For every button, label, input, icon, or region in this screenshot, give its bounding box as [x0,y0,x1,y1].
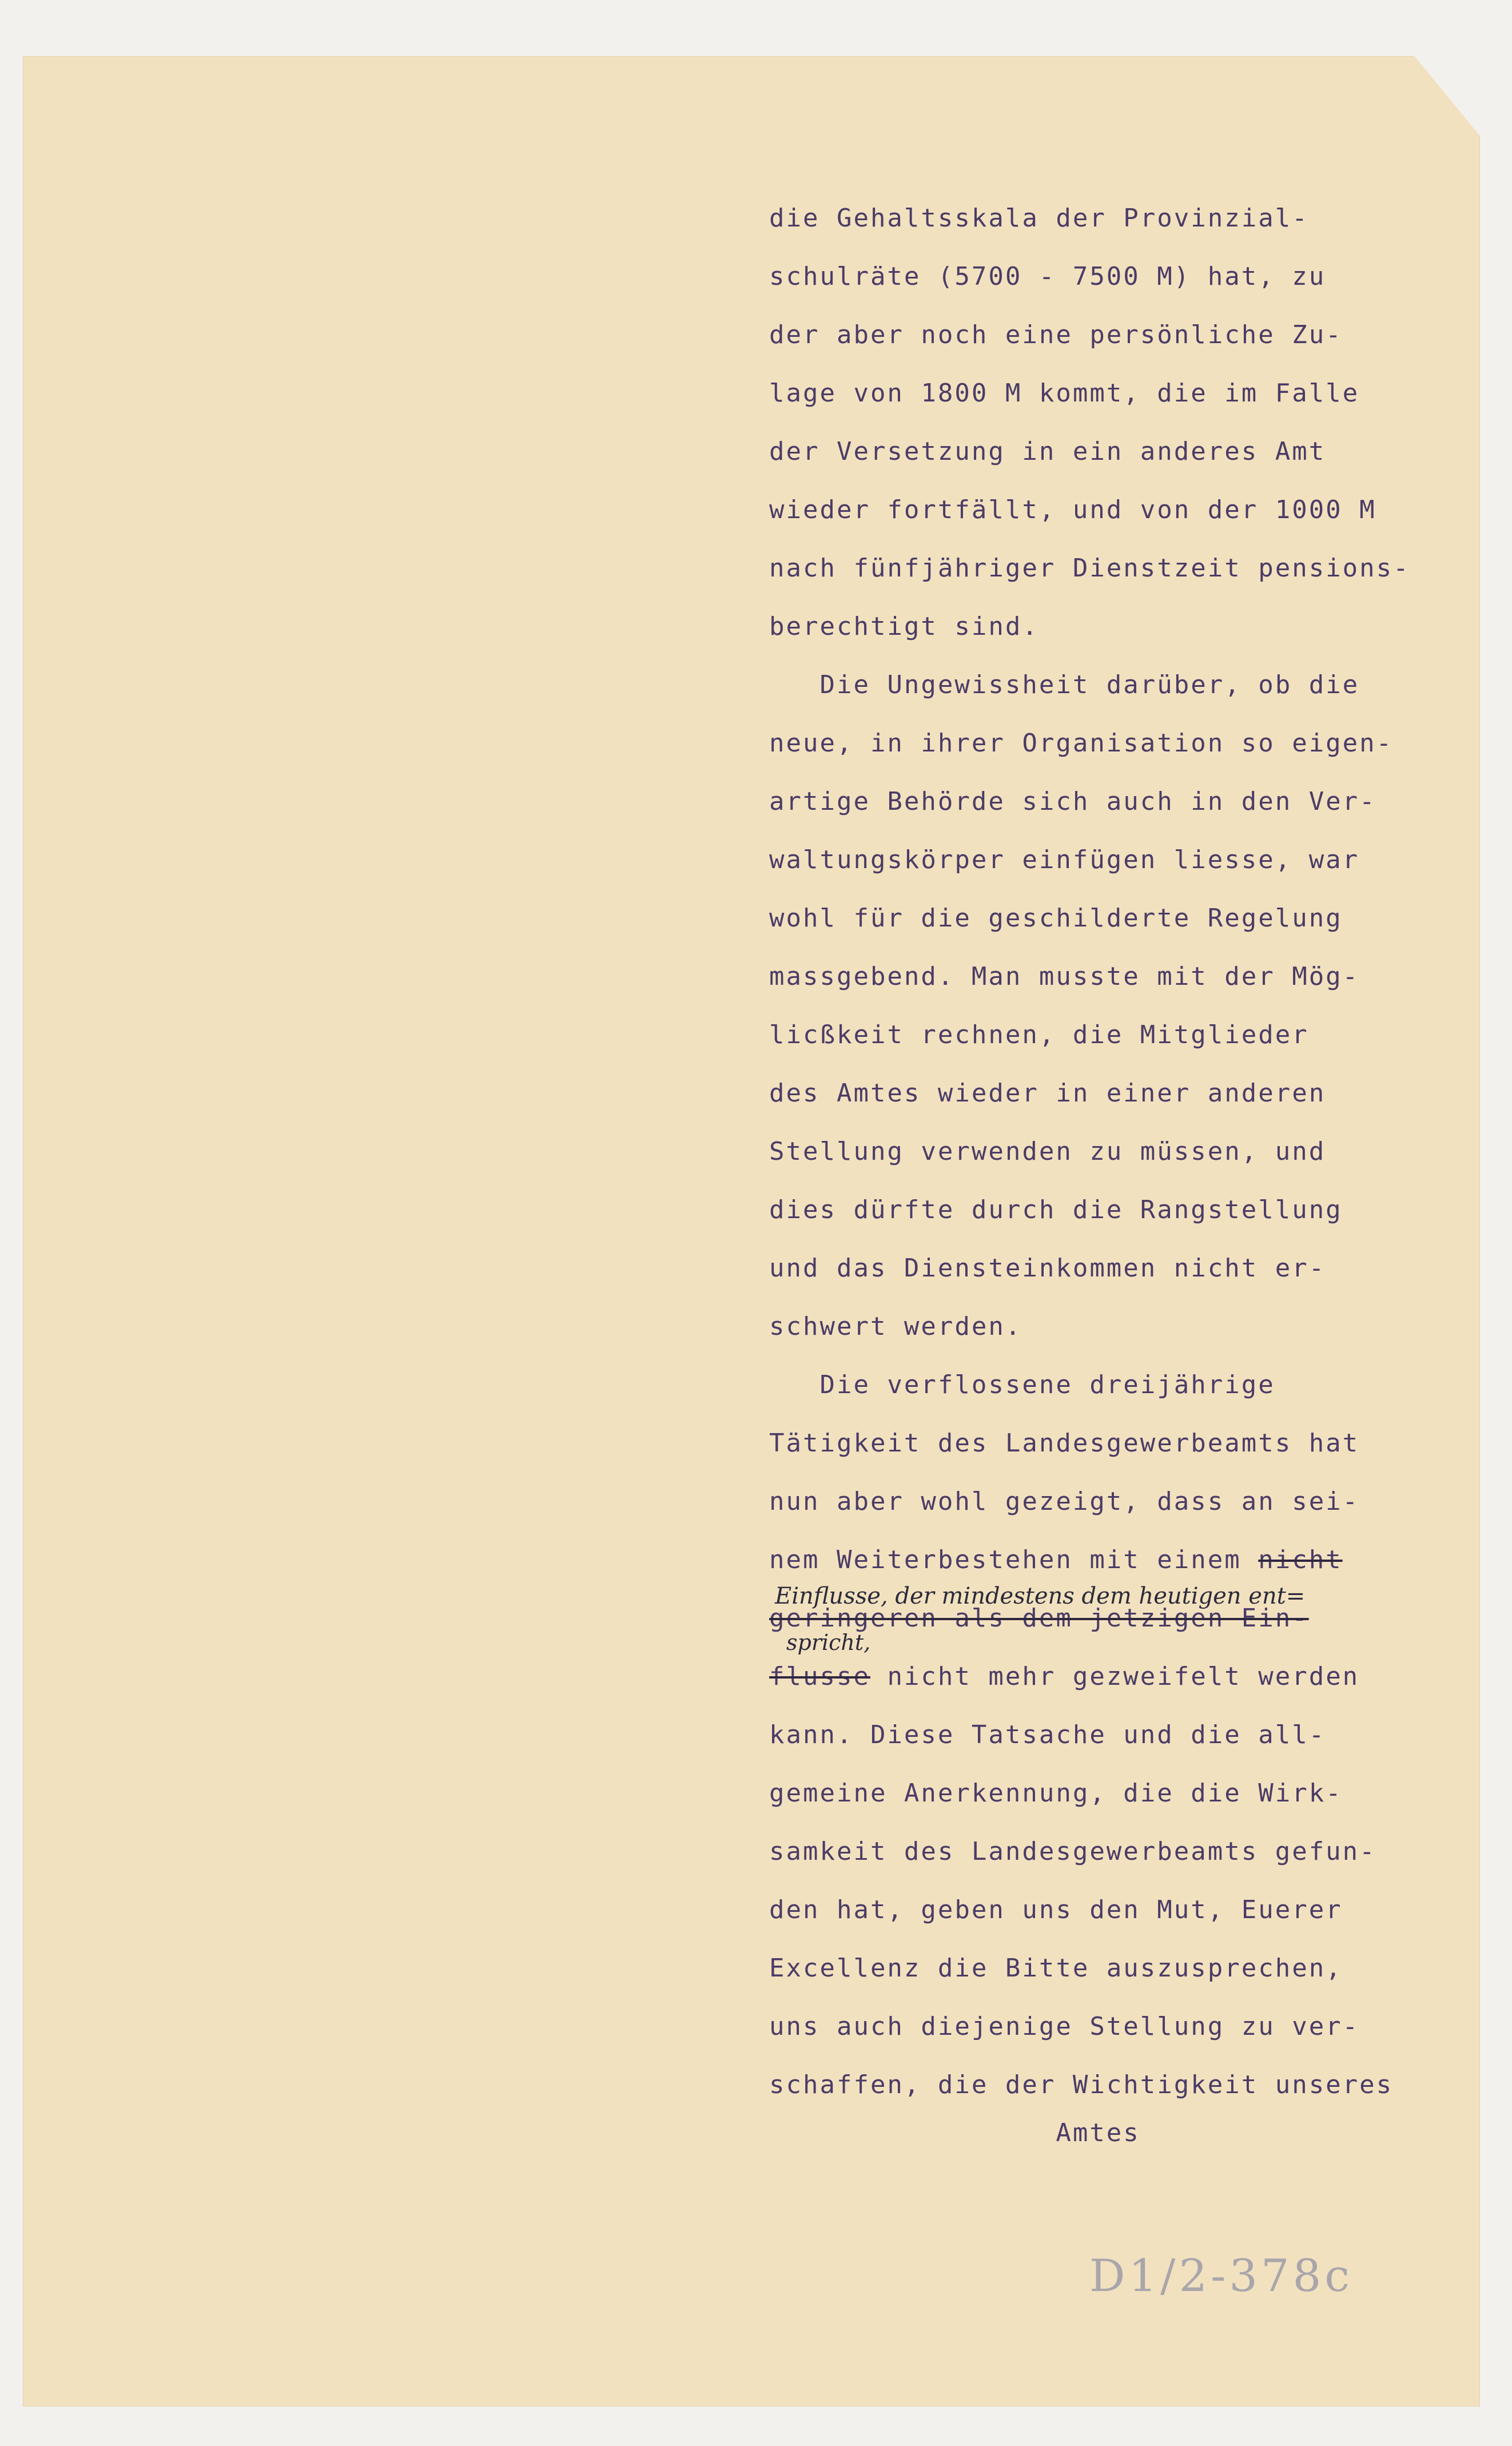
text-line: wieder fortfällt, und von der 1000 M [769,495,1376,524]
text-line: waltungskörper einfügen liesse, war [769,845,1360,874]
text-line: der aber noch eine persönliche Zu- [769,320,1343,349]
text-line: die Gehaltsskala der Provinzial- [769,204,1309,233]
text-line: der Versetzung in ein anderes Amt [769,437,1326,466]
text-line: licßkeit rechnen, die Mitglieder [769,1020,1309,1049]
text-line: nach fünfjähriger Dienstzeit pensions- [769,554,1410,583]
deleted-line: geringeren als dem jetzigen Ein- [769,1604,1309,1633]
text-line: nun aber wohl gezeigt, dass an sei- [769,1487,1360,1516]
text-line: berechtigt sind. [769,612,1039,641]
text-line: kann. Diese Tatsache und die all- [769,1720,1326,1749]
text-line: dies dürfte durch die Rangstellung [769,1195,1343,1224]
text-line: Die verflossene dreijährige [769,1370,1275,1399]
text-line: den hat, geben uns den Mut, Euerer [769,1895,1343,1924]
text-segment: nicht mehr gezweifelt werden [870,1662,1360,1691]
text-line: samkeit des Landesgewerbeamts gefun- [769,1837,1376,1866]
text-line: schulräte (5700 - 7500 M) hat, zu [769,262,1326,291]
text-line: neue, in ihrer Organisation so eigen- [769,729,1394,758]
text-line: uns auch diejenige Stellung zu ver- [769,2012,1360,2041]
text-line: Tätigkeit des Landesgewerbeamts hat [769,1429,1360,1458]
text-line: Die Ungewissheit darüber, ob die [769,670,1360,699]
catchword: Amtes [769,2118,1140,2147]
text-line: des Amtes wieder in einer anderen [769,1079,1326,1108]
handwritten-insertion: spricht, [786,1630,871,1655]
text-line: gemeine Anerkennung, die die Wirk- [769,1779,1343,1808]
text-line-with-deletion [769,1545,1473,1574]
text-line: wohl für die geschilderte Regelung [769,904,1343,933]
text-line: schwert werden. [769,1312,1022,1341]
text-line-with-deletion [769,1664,1473,1689]
text-line: lage von 1800 M kommt, die im Falle [769,379,1360,408]
deleted-word: flusse [769,1662,870,1691]
text-segment: nem Weiterbestehen mit einem [769,1545,1259,1574]
text-line: Stellung verwenden zu müssen, und [769,1137,1326,1166]
text-line: und das Diensteinkommen nicht er- [769,1254,1326,1283]
text-line: artige Behörde sich auch in den Ver- [769,787,1376,816]
deleted-word: nicht [1258,1545,1343,1574]
text-line: massgebend. Man musste mit der Mög- [769,962,1360,991]
text-line: Excellenz die Bitte auszusprechen, [769,1954,1343,1983]
archive-signature: D1/2-378c [1089,2250,1353,2302]
paper-sheet [23,56,1480,2407]
handwritten-insertion: Einflusse, der mindestens dem heutigen ent= [775,1583,1306,1609]
text-line: schaffen, die der Wichtigkeit unseres [769,2070,1394,2099]
